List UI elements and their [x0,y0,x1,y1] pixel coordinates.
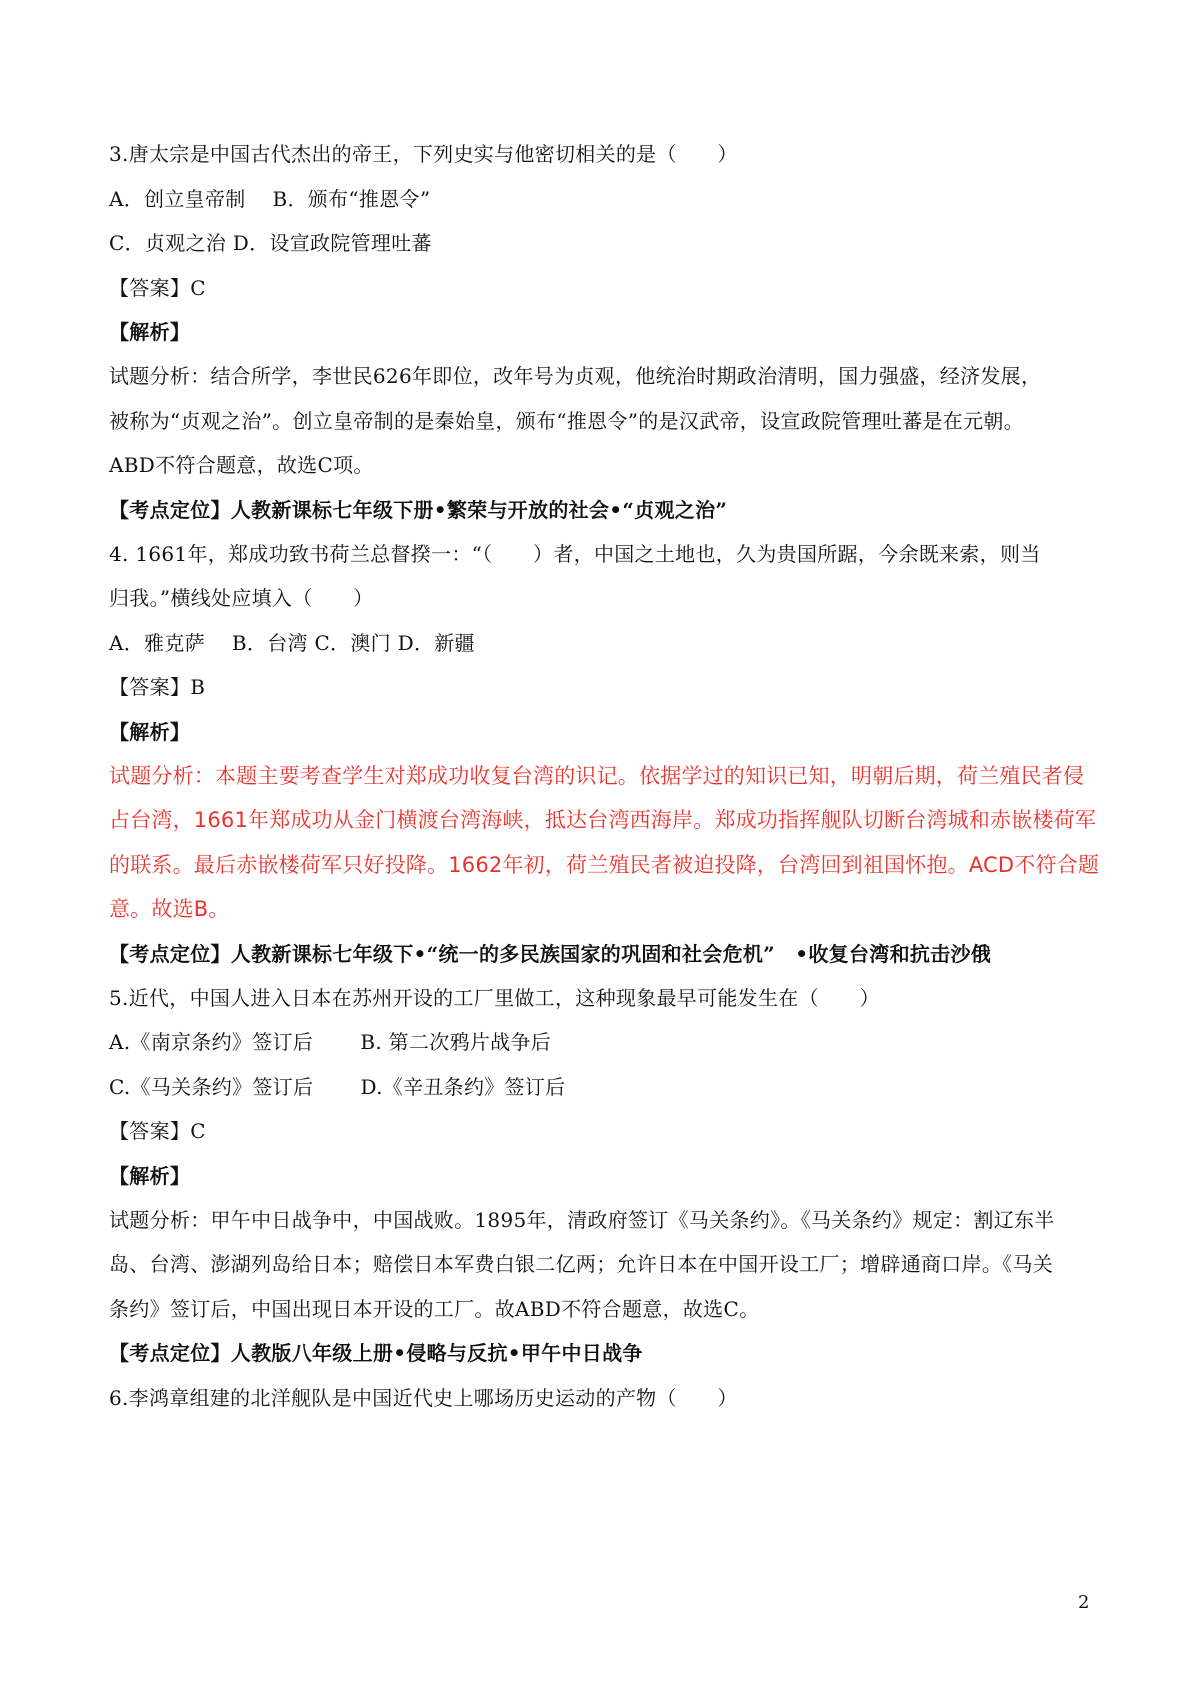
q3-analysis-heading: 【解析】 [109,320,191,344]
q3-options-line1: A．创立皇帝制 B．颁布“推恩令” [109,187,431,211]
q3-answer: 【答案】C [109,276,206,300]
q4-analysis-line-red: 意。故选B。 [109,897,230,921]
q4-answer: 【答案】B [109,675,206,699]
q5-options-line1: A.《南京条约》签订后 B. 第二次鸦片战争后 [109,1030,552,1054]
q5-analysis-line: 试题分析：甲午中日战争中，中国战败。1895年，清政府签订《马关条约》。《马关条约》规定：割辽东半 [109,1208,1055,1232]
q6-stem: 6.李鸿章组建的北洋舰队是中国近代史上哪场历史运动的产物（ ） [109,1386,738,1410]
q5-options-line2: C.《马关条约》签订后 D.《辛丑条约》签订后 [109,1075,566,1099]
q5-answer: 【答案】C [109,1119,206,1143]
q5-stem: 5.近代，中国人进入日本在苏州开设的工厂里做工，这种现象最早可能发生在（ ） [109,986,880,1010]
q4-analysis-heading: 【解析】 [109,720,191,744]
q3-stem: 3.唐太宗是中国古代杰出的帝王，下列史实与他密切相关的是（ ） [109,142,738,166]
q3-kaodian: 【考点定位】人教新课标七年级下册•繁荣与开放的社会•“贞观之治” [109,498,728,522]
q5-kaodian: 【考点定位】人教版八年级上册•侵略与反抗•甲午中日战争 [109,1341,643,1365]
q5-analysis-line: 条约》签订后，中国出现日本开设的工厂。故ABD不符合题意，故选C。 [109,1297,760,1321]
q4-stem-line: 4. 1661年，郑成功致书荷兰总督揆一：“（ ）者，中国之土地也，久为贵国所踞，今余既来索，则当 [109,542,1041,566]
q3-analysis-line: ABD不符合题意，故选C项。 [109,453,374,477]
page-number: 2 [1078,1592,1090,1613]
q3-options-line2: C．贞观之治 D．设宣政院管理吐蕃 [109,231,432,255]
q5-analysis-heading: 【解析】 [109,1164,191,1188]
q4-options: A．雅克萨 B．台湾 C．澳门 D．新疆 [109,631,475,655]
q4-analysis-line-red: 的联系。最后赤嵌楼荷军只好投降。1662年初，荷兰殖民者被迫投降，台湾回到祖国怀抱。ACD不符合题 [109,853,1100,877]
q3-analysis-line: 试题分析：结合所学，李世民626年即位，改年号为贞观，他统治时期政治清明，国力强盛，经济发展， [109,364,1042,388]
q5-analysis-line: 岛、台湾、澎湖列岛给日本；赔偿日本军费白银二亿两；允许日本在中国开设工厂；增辟通商口岸。《马关 [109,1252,1054,1276]
q4-analysis-line-red: 占台湾，1661年郑成功从金门横渡台湾海峡，抵达台湾西海岸。郑成功指挥舰队切断台湾城和赤嵌楼荷军 [109,808,1097,832]
q4-stem-line: 归我。”横线处应填入（ ） [109,586,374,610]
q4-analysis-line-red: 试题分析：本题主要考查学生对郑成功收复台湾的识记。依据学过的知识已知，明朝后期，荷兰殖民者侵 [109,764,1085,788]
q3-analysis-line: 被称为“贞观之治”。创立皇帝制的是秦始皇，颁布“推恩令”的是汉武帝，设宣政院管理吐蕃是在元朝。 [109,409,1024,433]
q4-kaodian: 【考点定位】人教新课标七年级下•“统一的多民族国家的巩固和社会危机” •收复台湾和抗击沙俄 [109,942,992,966]
